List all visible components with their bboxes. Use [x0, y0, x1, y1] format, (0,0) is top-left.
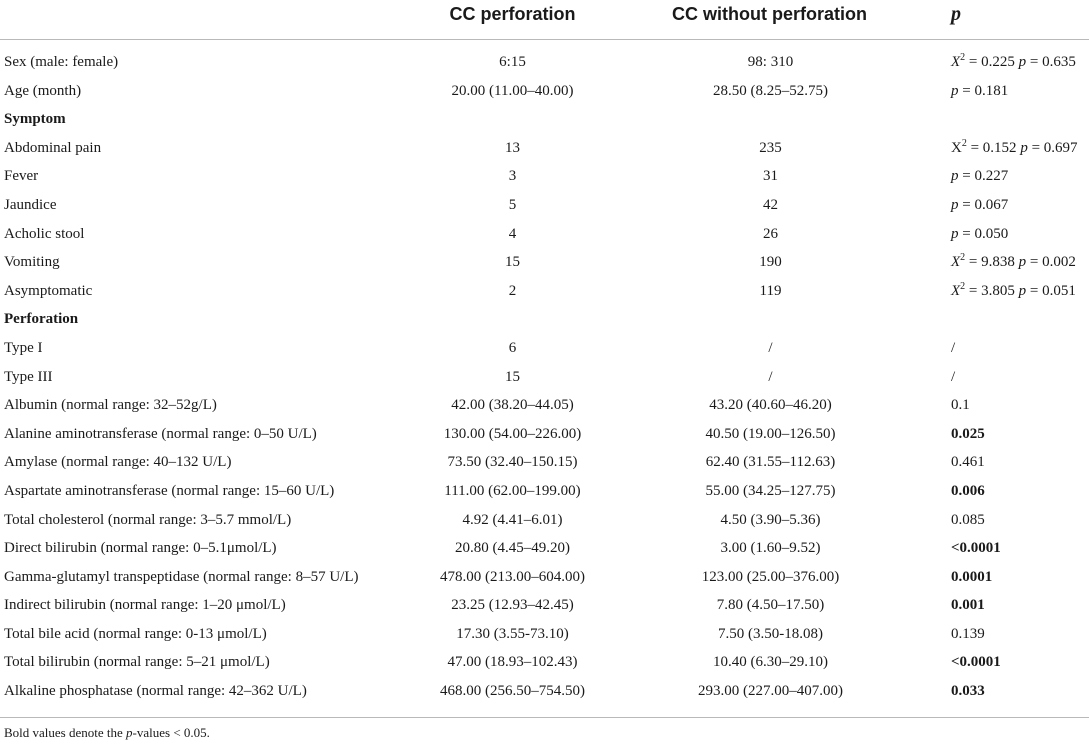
cc-without-perforation-value: 98: 310: [747, 54, 794, 70]
p-value: $X^2 = 0.225$ p = 0.635: [951, 52, 1076, 70]
cc-perforation-value: 468.00 (256.50–754.50): [440, 683, 585, 700]
table-body: [0, 48, 1089, 706]
cc-without-perforation-value: 7.80 (4.50–17.50): [716, 597, 825, 614]
p-value: 0.033: [951, 683, 985, 700]
p-value: 0.139: [951, 625, 985, 642]
row-label: Albumin (normal range: 32–52g/L): [4, 397, 217, 414]
cc-without-perforation-value: /: [768, 368, 773, 385]
p-value: 0.001: [951, 597, 985, 614]
table-row: [0, 477, 1089, 506]
table-header: [0, 0, 1089, 40]
cc-without-perforation-value: 31: [763, 168, 778, 185]
row-label: Type I: [4, 339, 43, 356]
table-row: [0, 334, 1089, 363]
header-cc-without-perforation: CC without perforation: [672, 4, 867, 24]
table-row: [0, 506, 1089, 535]
p-value: p = 0.181: [951, 82, 1009, 99]
section-row-perforation: [0, 305, 1089, 334]
row-label: Gamma-glutamyl transpeptidase (normal range: 8–57 U/L): [4, 568, 359, 585]
table-row: [0, 620, 1089, 649]
cc-perforation-value: 6:15: [499, 54, 526, 70]
cc-perforation-value: 42.00 (38.20–44.05): [451, 397, 574, 414]
cc-perforation-value: 20.00 (11.00–40.00): [451, 82, 574, 99]
row-label: Alkaline phosphatase (normal range: 42–362 U/L): [4, 683, 307, 700]
row-label: Aspartate aminotransferase (normal range: 15–60 U/L): [4, 482, 335, 499]
row-label: Total cholesterol (normal range: 3–5.7 mmol/L): [4, 511, 292, 528]
row-label: Type III: [4, 368, 53, 385]
table-row: [0, 134, 1089, 163]
cc-perforation-value: 23.25 (12.93–42.45): [451, 597, 574, 614]
table-bottom-rule: [0, 717, 1089, 718]
table-row: [0, 448, 1089, 477]
cc-without-perforation-value: 119: [759, 282, 782, 299]
cc-without-perforation-value: 3.00 (1.60–9.52): [720, 540, 821, 557]
p-value: 0.0001: [951, 568, 993, 585]
row-label: Total bile acid (normal range: 0-13 μmol/L): [4, 625, 267, 642]
cc-without-perforation-value: 7.50 (3.50-18.08): [718, 625, 823, 642]
table-footnote: Bold values denote the p-values < 0.05.: [4, 725, 210, 740]
row-label: Acholic stool: [4, 225, 85, 242]
cc-perforation-value: 15: [505, 254, 520, 271]
cc-perforation-value: 6: [508, 339, 517, 356]
p-value: /: [951, 368, 956, 385]
table-row: [0, 220, 1089, 249]
section-row-symptom: [0, 105, 1089, 134]
row-label: Sex (male: female): [4, 54, 119, 70]
cc-without-perforation-value: 28.50 (8.25–52.75): [713, 82, 828, 99]
table-row: [0, 162, 1089, 191]
p-value: 0.085: [951, 511, 985, 528]
table-row: [0, 363, 1089, 392]
p-value: <0.0001: [951, 540, 1001, 557]
table-row: [0, 563, 1089, 592]
table-row: [0, 648, 1089, 677]
cc-without-perforation-value: /: [768, 339, 773, 356]
table-row: [0, 391, 1089, 420]
cc-perforation-value: 478.00 (213.00–604.00): [440, 568, 585, 585]
cc-perforation-value: 3: [508, 168, 517, 185]
cc-without-perforation-value: 42: [763, 196, 778, 213]
cc-perforation-value: 4: [508, 225, 517, 242]
cc-perforation-value: 4.92 (4.41–6.01): [462, 511, 563, 528]
row-label: Indirect bilirubin (normal range: 1–20 μmol/L): [4, 597, 286, 614]
cc-without-perforation-value: 43.20 (40.60–46.20): [709, 397, 832, 414]
cc-without-perforation-value: 62.40 (31.55–112.63): [705, 454, 836, 471]
cc-perforation-value: 73.50 (32.40–150.15): [447, 454, 578, 471]
row-label: Direct bilirubin (normal range: 0–5.1μmol/L): [4, 540, 277, 557]
cc-perforation-value: 5: [508, 196, 517, 213]
header-p-value: p: [951, 3, 961, 25]
table-row: [0, 677, 1089, 706]
table-row: [0, 191, 1089, 220]
table-row: [0, 277, 1089, 306]
p-value: p = 0.227: [951, 168, 1009, 185]
cc-without-perforation-value: 123.00 (25.00–376.00): [701, 568, 840, 585]
row-label: Age (month): [4, 82, 82, 99]
cc-perforation-value: 13: [505, 139, 520, 156]
table-row: [0, 420, 1089, 449]
row-label: Amylase (normal range: 40–132 U/L): [4, 454, 232, 471]
cc-without-perforation-value: 4.50 (3.90–5.36): [720, 511, 821, 528]
cc-perforation-value: 111.00 (62.00–199.00): [444, 482, 581, 499]
row-label: Asymptomatic: [4, 282, 93, 299]
table-row: [0, 534, 1089, 563]
cc-perforation-value: 15: [505, 368, 520, 385]
cc-without-perforation-value: 10.40 (6.30–29.10): [713, 654, 828, 671]
p-value: <0.0001: [951, 654, 1001, 671]
table-row: [0, 591, 1089, 620]
header-cc-perforation: CC perforation: [449, 4, 576, 24]
cc-perforation-value: 130.00 (54.00–226.00): [443, 425, 582, 442]
row-label: Fever: [4, 168, 39, 185]
cc-perforation-value: 2: [508, 282, 517, 299]
cc-perforation-value: 20.80 (4.45–49.20): [455, 540, 570, 557]
p-value: $X^2 = 9.838$ p = 0.002: [951, 252, 1076, 271]
cc-perforation-value: 17.30 (3.55-73.10): [456, 625, 569, 642]
cc-perforation-value: 47.00 (18.93–102.43): [447, 654, 578, 671]
cc-without-perforation-value: 55.00 (34.25–127.75): [705, 482, 836, 499]
p-value: $X^2 = 3.805$ p = 0.051: [951, 280, 1076, 299]
cc-without-perforation-value: 293.00 (227.00–407.00): [698, 683, 843, 700]
p-value: 0.006: [951, 482, 985, 499]
row-label: Vomiting: [4, 254, 60, 271]
cc-without-perforation-value: 40.50 (19.00–126.50): [705, 425, 836, 442]
row-label: Jaundice: [4, 196, 57, 213]
table-row: [0, 77, 1089, 106]
p-value: 0.025: [951, 425, 985, 442]
p-value: p = 0.050: [951, 225, 1009, 242]
section-label: Symptom: [4, 111, 66, 128]
row-label: Abdominal pain: [4, 139, 102, 156]
p-value: 0.461: [951, 454, 985, 471]
p-value: /: [951, 339, 956, 356]
table-row: [0, 248, 1089, 277]
cc-without-perforation-value: 26: [763, 225, 778, 242]
p-value: 0.1: [951, 397, 970, 414]
row-label: Alanine aminotransferase (normal range: 0–50 U/L): [4, 425, 317, 442]
p-value: $X^2 = 0.152$ p = 0.697: [951, 137, 1078, 156]
section-label: Perforation: [4, 311, 79, 328]
cc-without-perforation-value: 190: [759, 254, 782, 271]
cc-without-perforation-value: 235: [759, 139, 782, 156]
table-row: [0, 48, 1089, 77]
p-value: p = 0.067: [951, 196, 1009, 213]
row-label: Total bilirubin (normal range: 5–21 μmol/L): [4, 654, 270, 671]
